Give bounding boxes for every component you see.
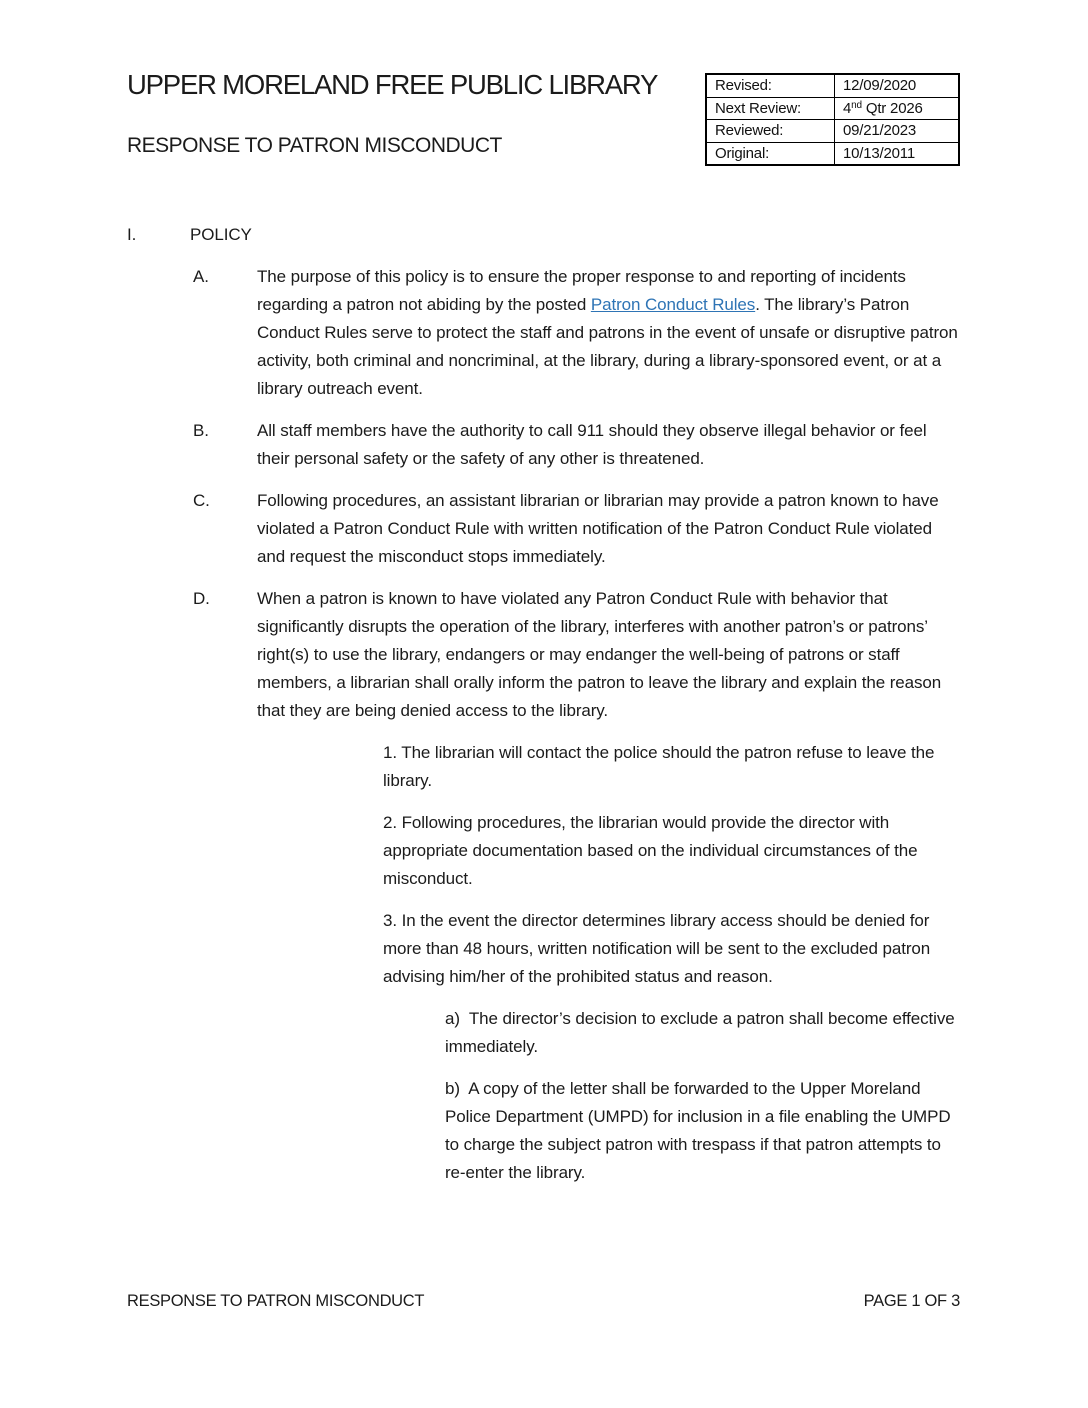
page-footer [127, 1292, 960, 1311]
section-heading-policy [127, 221, 1088, 249]
reviewed-value: 09/21/2023 [835, 120, 960, 143]
value-base: 4 [843, 99, 852, 117]
section-title: POLICY [190, 225, 252, 244]
numbered-item-3: 3. In the event the director determines library access should be denied for more than 48 hours, written notification will be sent to the excluded patron advising him/her of the prohibited status and reason. [383, 911, 935, 986]
revised-value: 12/09/2020 [835, 74, 960, 97]
table-row [706, 142, 959, 165]
policy-item-a [193, 263, 960, 403]
item-text-b: All staff members have the authority to call 911 should they observe illegal behavior or feel their personal safety or the safety of any other is threatened. [257, 421, 927, 468]
next-review-value [835, 97, 960, 120]
page-subtitle: RESPONSE TO PATRON MISCONDUCT [127, 134, 502, 157]
policy-item-b [193, 417, 960, 473]
table-row [706, 97, 959, 120]
page-title: UPPER MORELAND FREE PUBLIC LIBRARY [127, 69, 658, 100]
numbered-item-1: 1. The librarian will contact the police should the patron refuse to leave the library. [383, 743, 939, 790]
policy-item-c [193, 487, 960, 571]
patron-conduct-rules-link[interactable]: Patron Conduct Rules [590, 295, 756, 314]
value-rest: Qtr 2026 [861, 99, 923, 117]
item-text-c: Following procedures, an assistant librarian or librarian may provide a patron known to have violated a Patron Conduct Rule with written notification of the Patron Conduct Rule violated and request the misconduct stops immediately. [257, 491, 939, 566]
revision-history-table [705, 73, 960, 166]
item-label-d: D. [193, 589, 210, 608]
revised-label: Revised: [706, 74, 835, 97]
lettered-item-a: a) The director’s decision to exclude a patron shall become effective immediately. [445, 1009, 960, 1056]
policy-item-d [193, 585, 960, 725]
reviewed-label: Reviewed: [706, 120, 835, 143]
table-row [706, 120, 959, 143]
original-value: 10/13/2011 [835, 142, 960, 165]
numbered-item-2: 2. Following procedures, the librarian would provide the director with appropriate documentation based on the individual circumstances of the misconduct. [383, 813, 923, 888]
next-review-label: Next Review: [706, 97, 835, 120]
table-row [706, 74, 959, 97]
footer-page-number: PAGE 1 OF 3 [863, 1292, 960, 1310]
value-superscript: nd [851, 100, 862, 112]
text-after-link: . The library’s Patron Conduct Rules serve to protect the staff and patrons in the event of unsafe or disruptive patron activity, both criminal and noncriminal, at the library, during a library-sponsored event, or at a library outreach event. [257, 295, 958, 398]
section-number: I. [127, 225, 137, 244]
item-text-a [257, 263, 960, 403]
item-text-d: When a patron is known to have violated any Patron Conduct Rule with behavior that significantly disrupts the operation of the library, interferes with another patron’s or patrons’ right(s) to use the library, endangers or may endanger the well-being of patrons or staff members, a librarian shall orally inform the patron to leave the library and explain the reason that they are being denied access to the library. [257, 589, 942, 720]
footer-document-title: RESPONSE TO PATRON MISCONDUCT [127, 1292, 425, 1310]
original-label: Original: [706, 142, 835, 165]
lettered-item-b: b) A copy of the letter shall be forwarded to the Upper Moreland Police Department (UMPD) for inclusion in a file enabling the UMPD to charge the subject patron with trespass if that patron attempts to re-enter the library. [445, 1079, 956, 1182]
item-label-c: C. [193, 491, 210, 510]
item-label-b: B. [193, 421, 209, 440]
item-label-a: A. [193, 267, 209, 286]
text-before-link: The purpose of this policy is to ensure the proper response to and reporting of incidents regarding a patron not abiding by the posted [257, 267, 906, 314]
